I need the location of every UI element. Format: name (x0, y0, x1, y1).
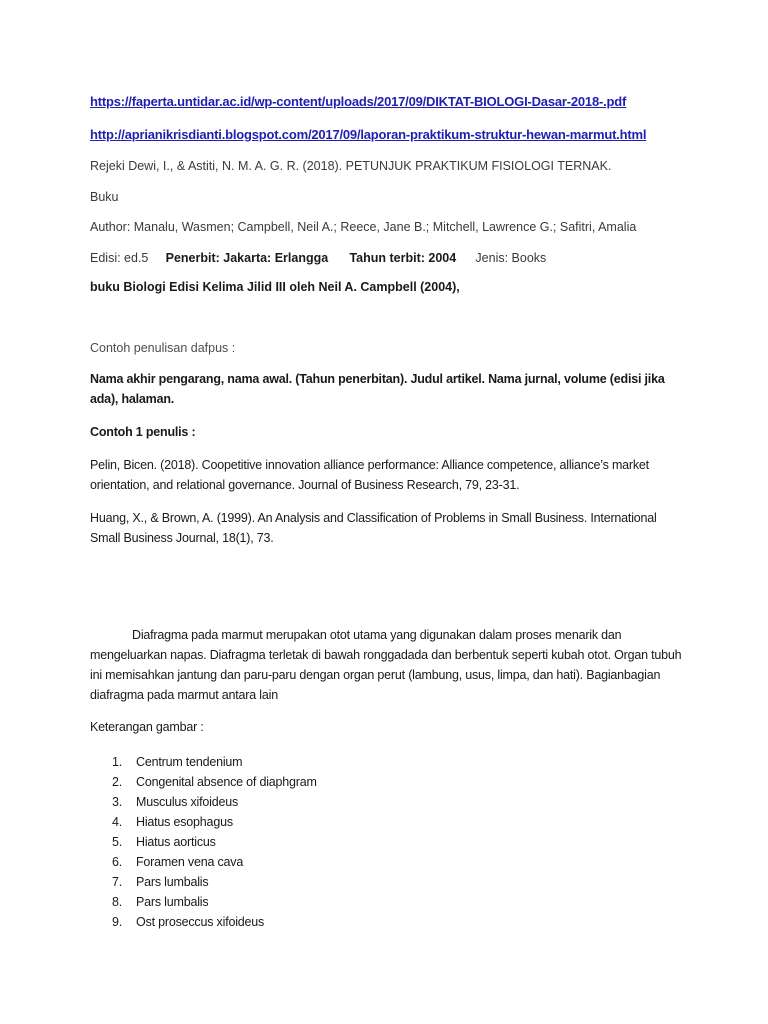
body-paragraph: Diafragma pada marmut merupakan otot utama yang digunakan dalam proses menarik dan mengeluarkan napas. Diafragma terletak di bawah ronggadada dan berbentuk seperti kubah otot. Organ tubuh ini memisahkan jantung dan paru-paru dengan organ perut (lambung, usus, limpa, dan hati). Bagianbagian diafragma pada marmut antara lain (90, 628, 682, 702)
list-item-number: 6. (112, 855, 123, 869)
dafpus-heading: Contoh penulisan dafpus : (90, 341, 236, 355)
list-item-number: 9. (112, 915, 123, 929)
list-item-label: Congenital absence of diaphgram (136, 775, 317, 789)
reference-jenis: Jenis: Books (475, 251, 547, 265)
list-item-label: Hiatus esophagus (136, 815, 233, 829)
reference-link-blogspot[interactable]: http://aprianikrisdianti.blogspot.com/2017/09/laporan-praktikum-struktur-hewan-marmut.html (90, 127, 647, 142)
reference-author: Author: Manalu, Wasmen; Campbell, Neil A.; Reece, Jane B.; Mitchell, Lawrence G.; Safitri, Amalia (90, 220, 637, 234)
list-item-number: 2. (112, 775, 123, 789)
list-item-number: 8. (112, 895, 123, 909)
list-item-number: 3. (112, 795, 123, 809)
list-item-label: Pars lumbalis (136, 895, 209, 909)
list-item-number: 4. (112, 815, 123, 829)
reference-penerbit: Penerbit: Jakarta: Erlangga (165, 251, 329, 265)
list-item (112, 852, 317, 872)
list-item-number: 5. (112, 835, 123, 849)
list-item (112, 872, 317, 892)
keterangan-heading: Keterangan gambar : (90, 720, 204, 734)
reference-buku-label: Buku (90, 190, 119, 204)
list-item-number: 7. (112, 875, 123, 889)
reference-rejeki: Rejeki Dewi, I., & Astiti, N. M. A. G. R. (2018). PETUNJUK PRAKTIKUM FISIOLOGI TERNAK. (90, 159, 612, 173)
reference-link-diktat[interactable]: https://faperta.untidar.ac.id/wp-content/uploads/2017/09/DIKTAT-BIOLOGI-Dasar-2018-.pdf (90, 94, 627, 109)
list-item (112, 832, 317, 852)
dafpus-contoh-heading: Contoh 1 penulis : (90, 425, 196, 439)
list-item (112, 892, 317, 912)
dafpus-format: Nama akhir pengarang, nama awal. (Tahun penerbitan). Judul artikel. Nama jurnal, volume (edisi jika ada), halaman. (90, 372, 665, 406)
reference-tahun: Tahun terbit: 2004 (349, 251, 457, 265)
reference-publication-line (90, 249, 546, 267)
list-item-label: Musculus xifoideus (136, 795, 239, 809)
list-item-label: Pars lumbalis (136, 875, 209, 889)
dafpus-example-1: Pelin, Bicen. (2018). Coopetitive innovation alliance performance: Alliance competence, alliance’s market orientation, and relational governance. Journal of Business Research, 79, 23-31. (90, 458, 649, 492)
list-item (112, 812, 317, 832)
keterangan-list (112, 752, 317, 932)
list-item-label: Hiatus aorticus (136, 835, 216, 849)
list-item (112, 792, 317, 812)
reference-buku-biologi: buku Biologi Edisi Kelima Jilid III oleh Neil A. Campbell (2004), (90, 280, 460, 294)
list-item (112, 752, 317, 772)
list-item-label: Ost proseccus xifoideus (136, 915, 265, 929)
list-item-label: Centrum tendenium (136, 755, 243, 769)
list-item-number: 1. (112, 755, 123, 769)
list-item-label: Foramen vena cava (136, 855, 244, 869)
reference-edisi: Edisi: ed.5 (90, 251, 149, 265)
dafpus-example-2: Huang, X., & Brown, A. (1999). An Analysis and Classification of Problems in Small Business. International Small Business Journal, 18(1), 73. (90, 511, 657, 545)
list-item (112, 912, 317, 932)
list-item (112, 772, 317, 792)
